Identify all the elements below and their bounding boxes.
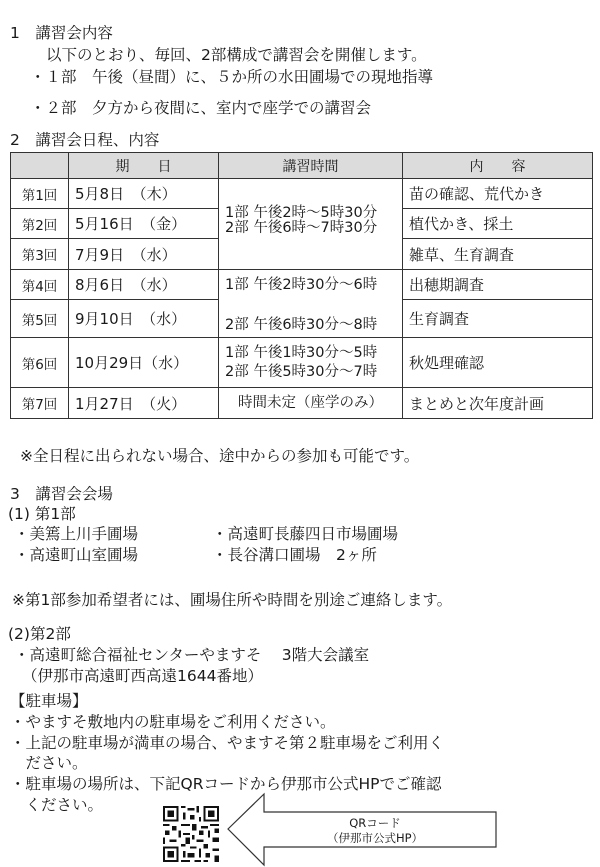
qr-sublabel: （伊那市公式HP） [326,831,424,845]
row-content: 生育調査 [403,300,593,338]
row-content: 出穂期調査 [403,270,593,300]
row-content: 秋処理確認 [403,338,593,388]
row-number: 第4回 [11,270,69,300]
site-left-2: ・高遠町山室圃場 [14,546,139,564]
row-date: 1月27日 （火） [69,388,219,419]
row-content: まとめと次年度計画 [403,388,593,419]
row-time-group2-part1 [219,270,403,300]
time-text: 1部 午後2時～5時30分 [225,204,378,221]
parking-heading: 【駐車場】 [10,692,88,710]
table-row [11,338,593,388]
row-content: 苗の確認、荒代かき [403,179,593,209]
row-number: 第3回 [11,239,69,270]
header-content: 内 容 [403,153,593,179]
site-left-1: ・美篶上川手圃場 [14,525,139,543]
section1-bullet-2: ・２部 夕方から夜間に、室内で座学での講習会 [30,99,372,117]
row-time-6 [219,338,403,388]
parking-line-1: ・やますそ敷地内の駐車場をご利用ください。 [10,713,336,731]
header-number [11,153,69,179]
section2-heading: 2 講習会日程、内容 [10,131,160,149]
table-row [11,179,593,209]
schedule-note: ※全日程に出られない場合、途中からの参加も可能です。 [20,447,420,465]
row-number: 第7回 [11,388,69,419]
qr-code-icon[interactable] [163,806,219,862]
part1-note: ※第1部参加希望者には、圃場住所や時間を別途ご連絡します。 [12,591,453,609]
row-content: 植代かき、採土 [403,209,593,239]
row-number: 第1回 [11,179,69,209]
row-date: 10月29日（水） [69,338,219,388]
table-row [11,388,593,419]
parking-line-2: ・上記の駐車場が満車の場合、やますそ第２駐車場をご利用く [10,734,445,752]
row-time-group2-part2 [219,300,403,338]
section1-heading: 1 講習会内容 [10,24,113,42]
parking-line-3: ださい。 [10,754,88,772]
row-time-group1-part2 [219,219,403,270]
row-date: 5月16日 （金） [69,209,219,239]
venue-address: （伊那市高遠町西高遠1644番地） [22,667,263,685]
section3-heading: 3 講習会会場 [10,485,113,503]
row-date: 9月10日 （水） [69,300,219,338]
row-time-7: 時間未定（座学のみ） [219,388,403,419]
part1-heading: (1) 第1部 [8,505,76,523]
header-time: 講習時間 [219,153,403,179]
row-date: 8月6日 （水） [69,270,219,300]
row-number: 第6回 [11,338,69,388]
part2-heading: (2)第2部 [8,625,71,643]
row-number: 第5回 [11,300,69,338]
table-row [11,300,593,338]
time-text: 2部 午後6時30分～8時 [225,316,378,333]
table-row [11,270,593,300]
site-right-1: ・高遠町長藤四日市場圃場 [212,525,399,543]
row-date: 7月9日 （水） [69,239,219,270]
time-text-part1: 1部 午後1時30分～5時 [225,345,378,362]
schedule-table [10,152,593,419]
parking-line-5: ください。 [10,796,104,814]
row-number: 第2回 [11,209,69,239]
site-right-2: ・長谷溝口圃場 2ヶ所 [212,546,377,564]
table-header-row [11,153,593,179]
parking-line-4: ・駐車場の場所は、下記QRコードから伊那市公式HPでご確認 [10,775,442,793]
time-text: 2部 午後6時～7時30分 [225,219,378,236]
section1-bullet-1: ・１部 午後（昼間）に、５か所の水田圃場での現地指導 [30,68,434,86]
time-text: 1部 午後2時30分～6時 [225,276,378,293]
section1-intro: 以下のとおり、毎回、2部構成で講習会を開催します。 [46,46,427,64]
qr-label: QRコード [349,816,401,830]
row-content: 雑草、生育調査 [403,239,593,270]
header-date: 期 日 [69,153,219,179]
table-row [11,239,593,270]
venue: ・高遠町総合福祉センターやますそ 3階大会議室 [14,646,370,664]
row-date: 5月8日 （木） [69,179,219,209]
time-text-part2: 2部 午後5時30分～7時 [225,363,378,380]
